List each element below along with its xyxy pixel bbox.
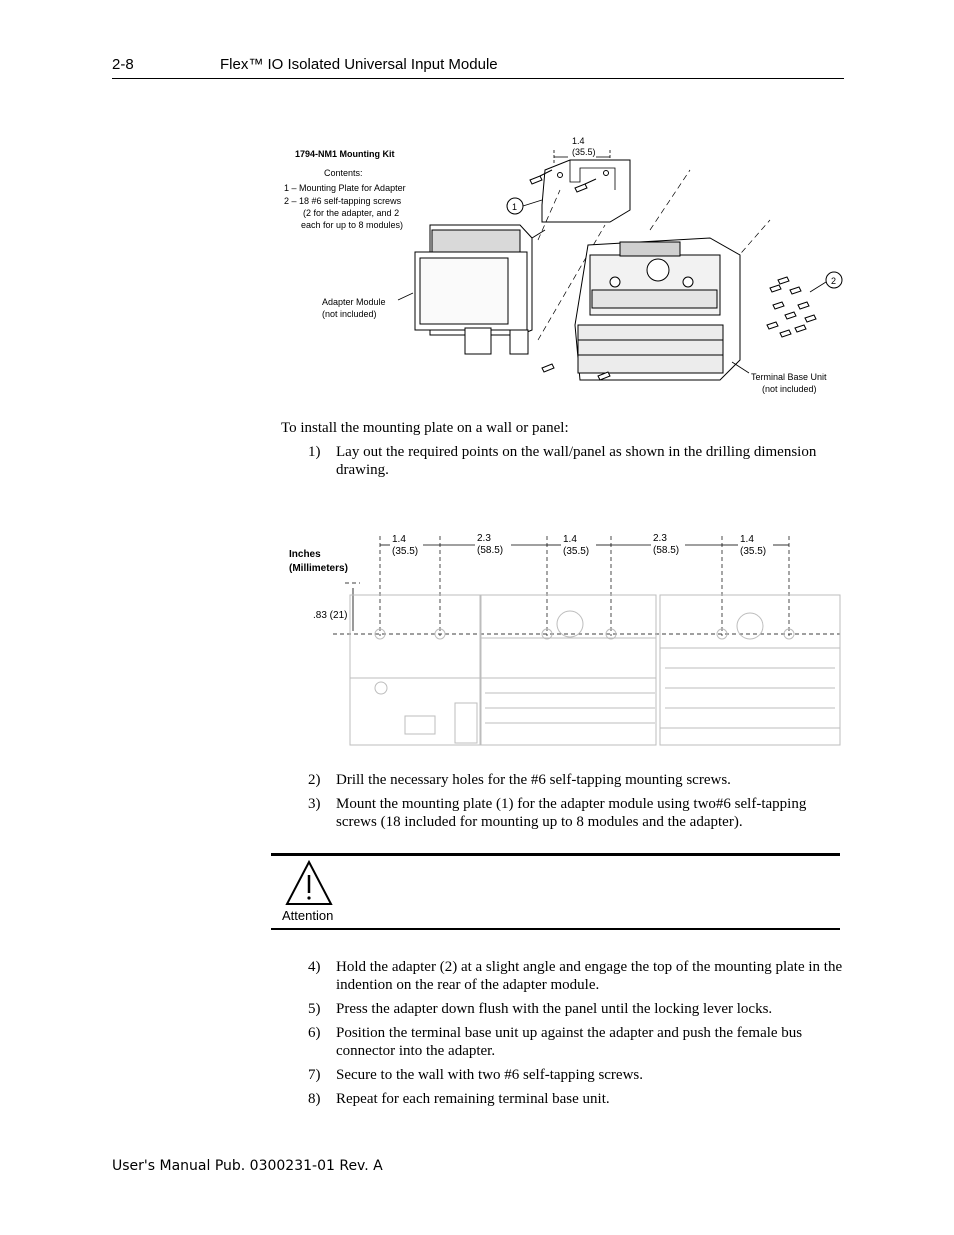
- step-8-number: 8): [308, 1091, 321, 1107]
- step-3: [308, 795, 848, 835]
- dim-4-in: 2.3: [653, 533, 667, 544]
- dim-1-mm: (35.5): [392, 546, 419, 557]
- kit-content-line-2: 2 – 18 #6 self-tapping screws: [284, 196, 402, 206]
- step-1-text: Lay out the required points on the wall/panel as shown in the drilling dimension drawing.: [336, 444, 817, 478]
- dim-3-mm: (35.5): [563, 546, 590, 557]
- attention-label: Attention: [282, 908, 334, 923]
- page-footer: User's Manual Pub. 0300231-01 Rev. A: [112, 1158, 383, 1174]
- step-4-number: 4): [308, 959, 321, 975]
- tbu-label-2: (not included): [762, 384, 817, 394]
- step-7: [308, 1066, 848, 1086]
- kit-content-line-4: each for up to 8 modules): [301, 220, 404, 230]
- step-4-text: Hold the adapter (2) at a slight angle and engage the top of the mounting plate in the indention on the rear of the adapter module.: [336, 959, 843, 993]
- intro-paragraph: To install the mounting plate on a wall or panel:: [281, 420, 569, 436]
- dim-2-mm: (58.5): [477, 545, 504, 556]
- step-2-number: 2): [308, 772, 321, 788]
- kit-content-line-1: 1 – Mounting Plate for Adapter: [284, 183, 406, 193]
- step-4: [308, 958, 848, 998]
- step-6: [308, 1024, 848, 1064]
- callout-1: [507, 198, 542, 214]
- step-8-text: Repeat for each remaining terminal base unit.: [336, 1091, 610, 1107]
- dim-2-in: 2.3: [477, 533, 491, 544]
- page-header: [112, 56, 844, 79]
- step-5-number: 5): [308, 1001, 321, 1017]
- step-5-text: Press the adapter down flush with the panel until the locking lever locks.: [336, 1001, 773, 1017]
- dim-5-in: 1.4: [740, 534, 754, 545]
- step-2: [308, 771, 848, 791]
- adapter-label-1: Adapter Module: [322, 297, 386, 307]
- dim-5-mm: (35.5): [740, 546, 767, 557]
- dim-4-mm: (58.5): [653, 545, 680, 556]
- terminal-base-unit-drawing: [575, 238, 740, 380]
- step-7-text: Secure to the wall with two #6 self-tapping screws.: [336, 1067, 644, 1083]
- mounting-kit-figure: [270, 130, 860, 405]
- step-1-number: 1): [308, 444, 321, 460]
- dim-1-in: 1.4: [392, 534, 406, 545]
- step-1: [308, 443, 848, 483]
- kit-contents-label: Contents:: [324, 168, 363, 178]
- step-6-number: 6): [308, 1025, 321, 1041]
- plate-dim-in: 1.4: [572, 136, 585, 146]
- warning-triangle-icon: [285, 860, 333, 906]
- adapter-label-2: (not included): [322, 309, 377, 319]
- callout-2: [810, 272, 842, 292]
- kit-title: 1794-NM1 Mounting Kit: [295, 149, 395, 159]
- step-7-number: 7): [308, 1067, 321, 1083]
- step-8: [308, 1090, 848, 1110]
- units-label-2: (Millimeters): [289, 563, 348, 574]
- step-5: [308, 1000, 848, 1020]
- step-2-text: Drill the necessary holes for the #6 self-tapping mounting screws.: [336, 772, 731, 788]
- tbu-label-1: Terminal Base Unit: [751, 372, 827, 382]
- adapter-module-drawing: [415, 225, 545, 354]
- plate-dim-mm: (35.5): [572, 147, 596, 157]
- dim-3-in: 1.4: [563, 534, 577, 545]
- drilling-dimension-figure: [285, 528, 845, 750]
- step-6-text: Position the terminal base unit up against the adapter and push the female bus connector into the adapter.: [336, 1025, 803, 1059]
- kit-content-line-3: (2 for the adapter, and 2: [303, 208, 400, 218]
- vertical-dim: .83 (21): [313, 610, 348, 621]
- page-number: 2-8: [112, 56, 134, 73]
- attention-box: [271, 853, 840, 930]
- units-label-1: Inches: [289, 549, 321, 560]
- screw-pile-drawing: [767, 277, 816, 337]
- step-3-text: Mount the mounting plate (1) for the adapter module using two#6 self-tapping screws (18 included for mounting up to 8 modules and the adapter).: [336, 796, 807, 830]
- step-3-number: 3): [308, 796, 321, 812]
- manual-title: Flex™ IO Isolated Universal Input Module: [220, 56, 498, 73]
- svg-text:1: 1: [512, 202, 518, 212]
- svg-text:2: 2: [831, 276, 837, 286]
